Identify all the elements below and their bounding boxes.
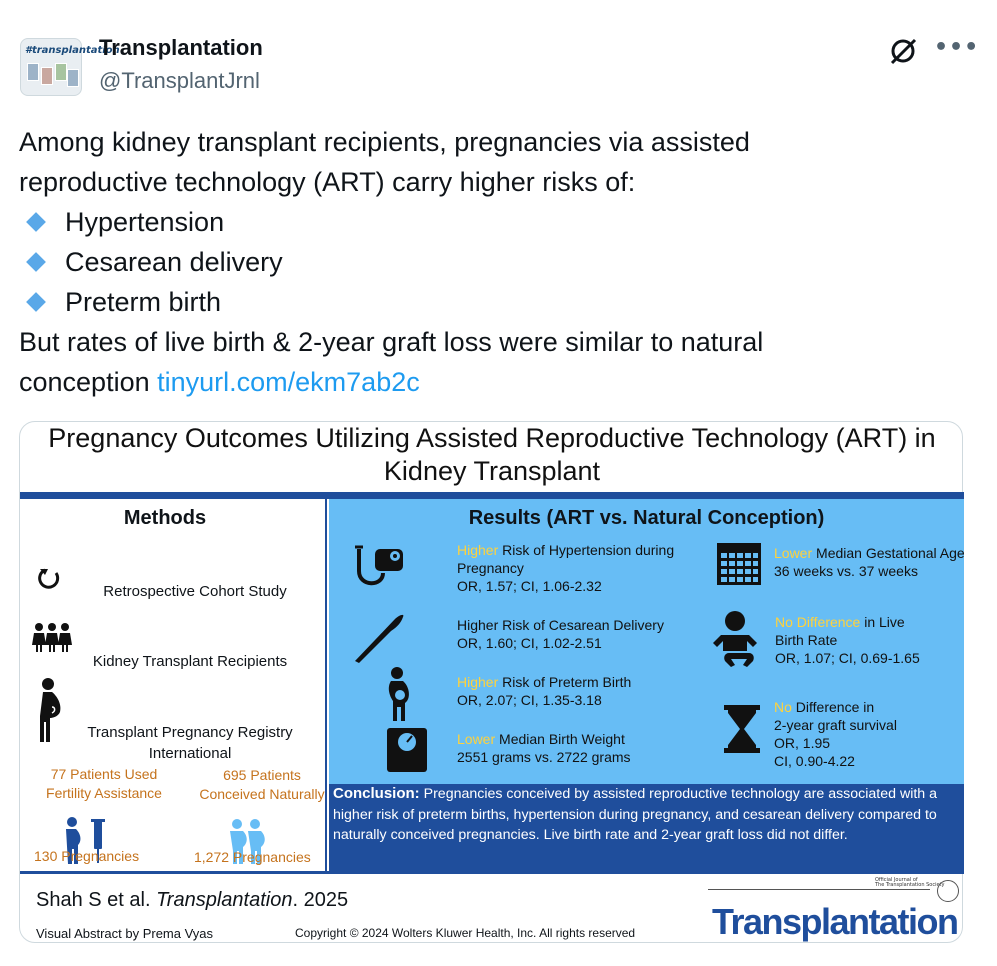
result-hypertension: Higher Risk of Hypertension during Pregnancy OR, 1.57; CI, 1.06-2.32 [457,542,675,594]
conclusion-text: Pregnancies conceived by assisted reproductive technology are associated with a higher risk of preterm births, hypertension during pregnancy, and cesarean delivery compared to naturally conceived pregnancies. Live birth rate and 2-year graft loss did not differ. [333,786,938,843]
diamond-bullet-icon [26,252,46,272]
result-cesarean: Higher Risk of Cesarean Delivery OR, 1.60; CI, 1.02-2.51 [457,617,664,651]
method-item: Kidney Transplant Recipients [92,653,288,670]
method-item: Retrospective Cohort Study [103,583,287,600]
patients-natural: 695 Patients Conceived Naturally [199,767,325,802]
results-title: Results (ART vs. Natural Conception) [468,507,825,529]
calendar-icon [717,543,761,585]
pregnant-icon [36,677,64,743]
results-panel [329,499,964,786]
hourglass-icon [724,705,760,753]
divider [708,889,930,890]
methods-title: Methods [123,507,207,529]
society-seal-icon [937,880,959,902]
avatar[interactable] [20,38,120,96]
abstract-title: Pregnancy Outcomes Utilizing Assisted Reproductive Technology (ART) in Kidney Transplant [48,423,936,486]
result-birthweight: Lower Median Birth Weight 2551 grams vs. 2722 grams [457,731,631,765]
stethoscope-icon [353,543,411,591]
citation: Shah S et al. Transplantation. 2025 [36,889,349,911]
divider [20,871,964,874]
pregnancies-art: 130 Pregnancies [34,848,140,864]
visual-abstract-image[interactable] [19,421,963,943]
result-gestational: Lower Median Gestational Age 36 weeks vs. 37 weeks [774,545,965,579]
refresh-icon [36,565,62,591]
result-livebirth: No Difference in Live Birth Rate OR, 1.07; CI, 0.69-1.65 [775,614,920,666]
scale-icon [387,728,427,772]
people-icon [32,621,72,653]
diamond-bullet-icon [26,292,46,312]
tweet-outro-1: But rates of live birth & 2-year graft loss were similar to natural [19,327,764,357]
bullet-item: Preterm birth [19,282,979,322]
scalpel-icon [351,609,407,665]
account-handle[interactable]: @TransplantJrnl [99,68,260,93]
method-item: Transplant Pregnancy Registry International [87,724,293,762]
result-preterm: Higher Risk of Preterm Birth OR, 2.07; CI, 1.35-3.18 [457,674,632,708]
tweet-text [19,122,979,402]
result-graft: No Difference in 2-year graft survival OR, 1.95 CI, 0.90-4.22 [774,699,897,769]
avatar-text: #transplantation [25,45,120,56]
diamond-bullet-icon [26,212,46,232]
copyright: Copyright © 2024 Wolters Kluwer Health, Inc. All rights reserved [295,926,636,940]
visual-abstract-credit: Visual Abstract by Prema Vyas [36,926,214,941]
tweet-intro-2: reproductive technology (ART) carry higher risks of: [19,167,636,197]
tweet-header [20,34,980,98]
conclusion-label: Conclusion: [333,785,420,802]
journal-affiliation: Official Journal of The Transplantation Society [875,877,945,888]
bullet-item: Hypertension [19,202,979,242]
tweet-intro-1: Among kidney transplant recipients, pregnancies via assisted [19,127,750,157]
baby-icon [711,611,759,669]
divider [20,492,964,499]
tweet-outro-2: conception tinyurl.com/ekm7ab2c [19,367,420,397]
account-name[interactable]: Transplantation [99,35,263,60]
more-options-icon[interactable]: ••• [934,35,980,60]
fetus-icon [383,667,415,723]
tweet-link[interactable]: tinyurl.com/ekm7ab2c [157,367,420,397]
pregnancies-natural: 1,272 Pregnancies [194,849,311,865]
patients-art: 77 Patients Used Fertility Assistance [46,766,162,801]
grok-icon[interactable] [888,36,918,66]
methods-panel [20,499,327,871]
journal-logo: Transplantation [712,901,958,942]
bullet-item: Cesarean delivery [19,242,979,282]
conclusion-box [329,784,964,871]
